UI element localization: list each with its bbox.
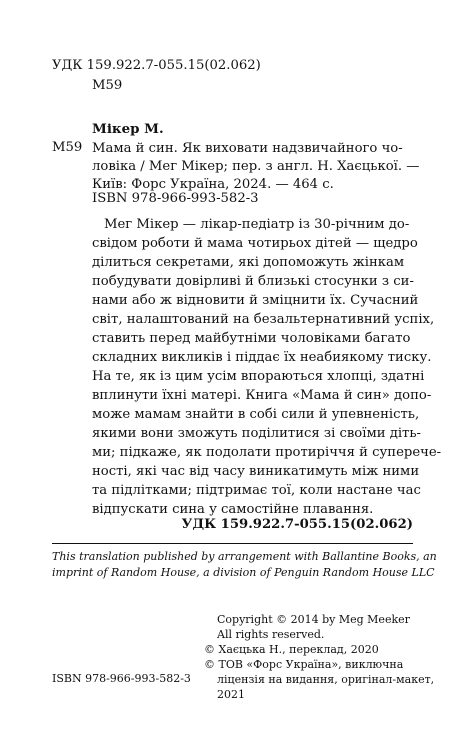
author-code-header: М59 xyxy=(92,78,123,93)
isbn-bottom: ISBN 978-966-993-582-3 xyxy=(52,672,191,685)
description-line: Мама й син. Як виховати надзвичайного чо- xyxy=(92,141,403,156)
annotation-line: світ, налаштований на безальтернативний успіх, xyxy=(92,312,435,327)
author-code-entry: М59 xyxy=(52,140,83,155)
author-name: Мікер М. xyxy=(92,121,164,137)
copyright-line: ліцензія на видання, оригінал-макет, xyxy=(217,673,435,686)
translation-line: This translation published by arrangement with Ballantine Books, an xyxy=(52,550,437,563)
copyright-line: © Хаєцька Н., переклад, 2020 xyxy=(204,643,379,656)
udk-footer: УДК 159.922.7-055.15(02.062) xyxy=(181,517,413,532)
annotation-line: ділиться секретами, які допоможуть жінкам xyxy=(92,255,405,270)
annotation-line: ставить перед майбутніми чоловіками багато xyxy=(92,331,411,346)
translation-line: imprint of Random House, a division of Penguin Random House LLC xyxy=(52,566,435,579)
annotation-line: складних викликів і піддає їх неабиякому тиску. xyxy=(92,350,432,365)
copyright-line: Copyright © 2014 by Meg Meeker xyxy=(217,613,410,626)
copyright-line: All rights reserved. xyxy=(217,628,325,641)
divider-rule xyxy=(52,543,413,544)
annotation-line: побудувати довірливі й близькі стосунки з си- xyxy=(92,274,414,289)
copyright-line: © ТОВ «Форс Україна», виключна xyxy=(204,658,404,671)
annotation-line: ності, які час від часу виникатимуть між ними xyxy=(92,464,420,479)
annotation-line: відпускати сина у самостійне плавання. xyxy=(92,502,374,517)
isbn-entry: ISBN 978-966-993-582-3 xyxy=(92,191,259,206)
description-line: Київ: Форс Україна, 2024. — 464 с. xyxy=(92,177,334,192)
annotation-line: ми; підкаже, як подолати протиріччя й суперече- xyxy=(92,445,442,460)
annotation-line: свідом роботи й мама чотирьох дітей — щедро xyxy=(92,236,418,251)
copyright-line: 2021 xyxy=(217,688,245,701)
annotation-line: та підлітками; підтримає тої, коли настане час xyxy=(92,483,421,498)
annotation-line: нами або ж відновити й зміцнити їх. Сучасний xyxy=(92,293,419,308)
annotation-line: може мамам знайти в собі сили й упевненість, xyxy=(92,407,420,422)
description-line: ловіка / Мег Мікер; пер. з англ. Н. Хаєцької. — xyxy=(92,159,420,174)
annotation-line: На те, як із цим усім впораються хлопці, здатні xyxy=(92,369,425,384)
annotation-line: Мег Мікер — лікар-педіатр із 30-річним до- xyxy=(104,217,410,232)
annotation-line: вплинути їхні матері. Книга «Мама й син» допо- xyxy=(92,388,432,403)
annotation-line: якими вони зможуть поділитися зі своїми діть- xyxy=(92,426,421,441)
udk-header: УДК 159.922.7-055.15(02.062) xyxy=(52,58,261,73)
